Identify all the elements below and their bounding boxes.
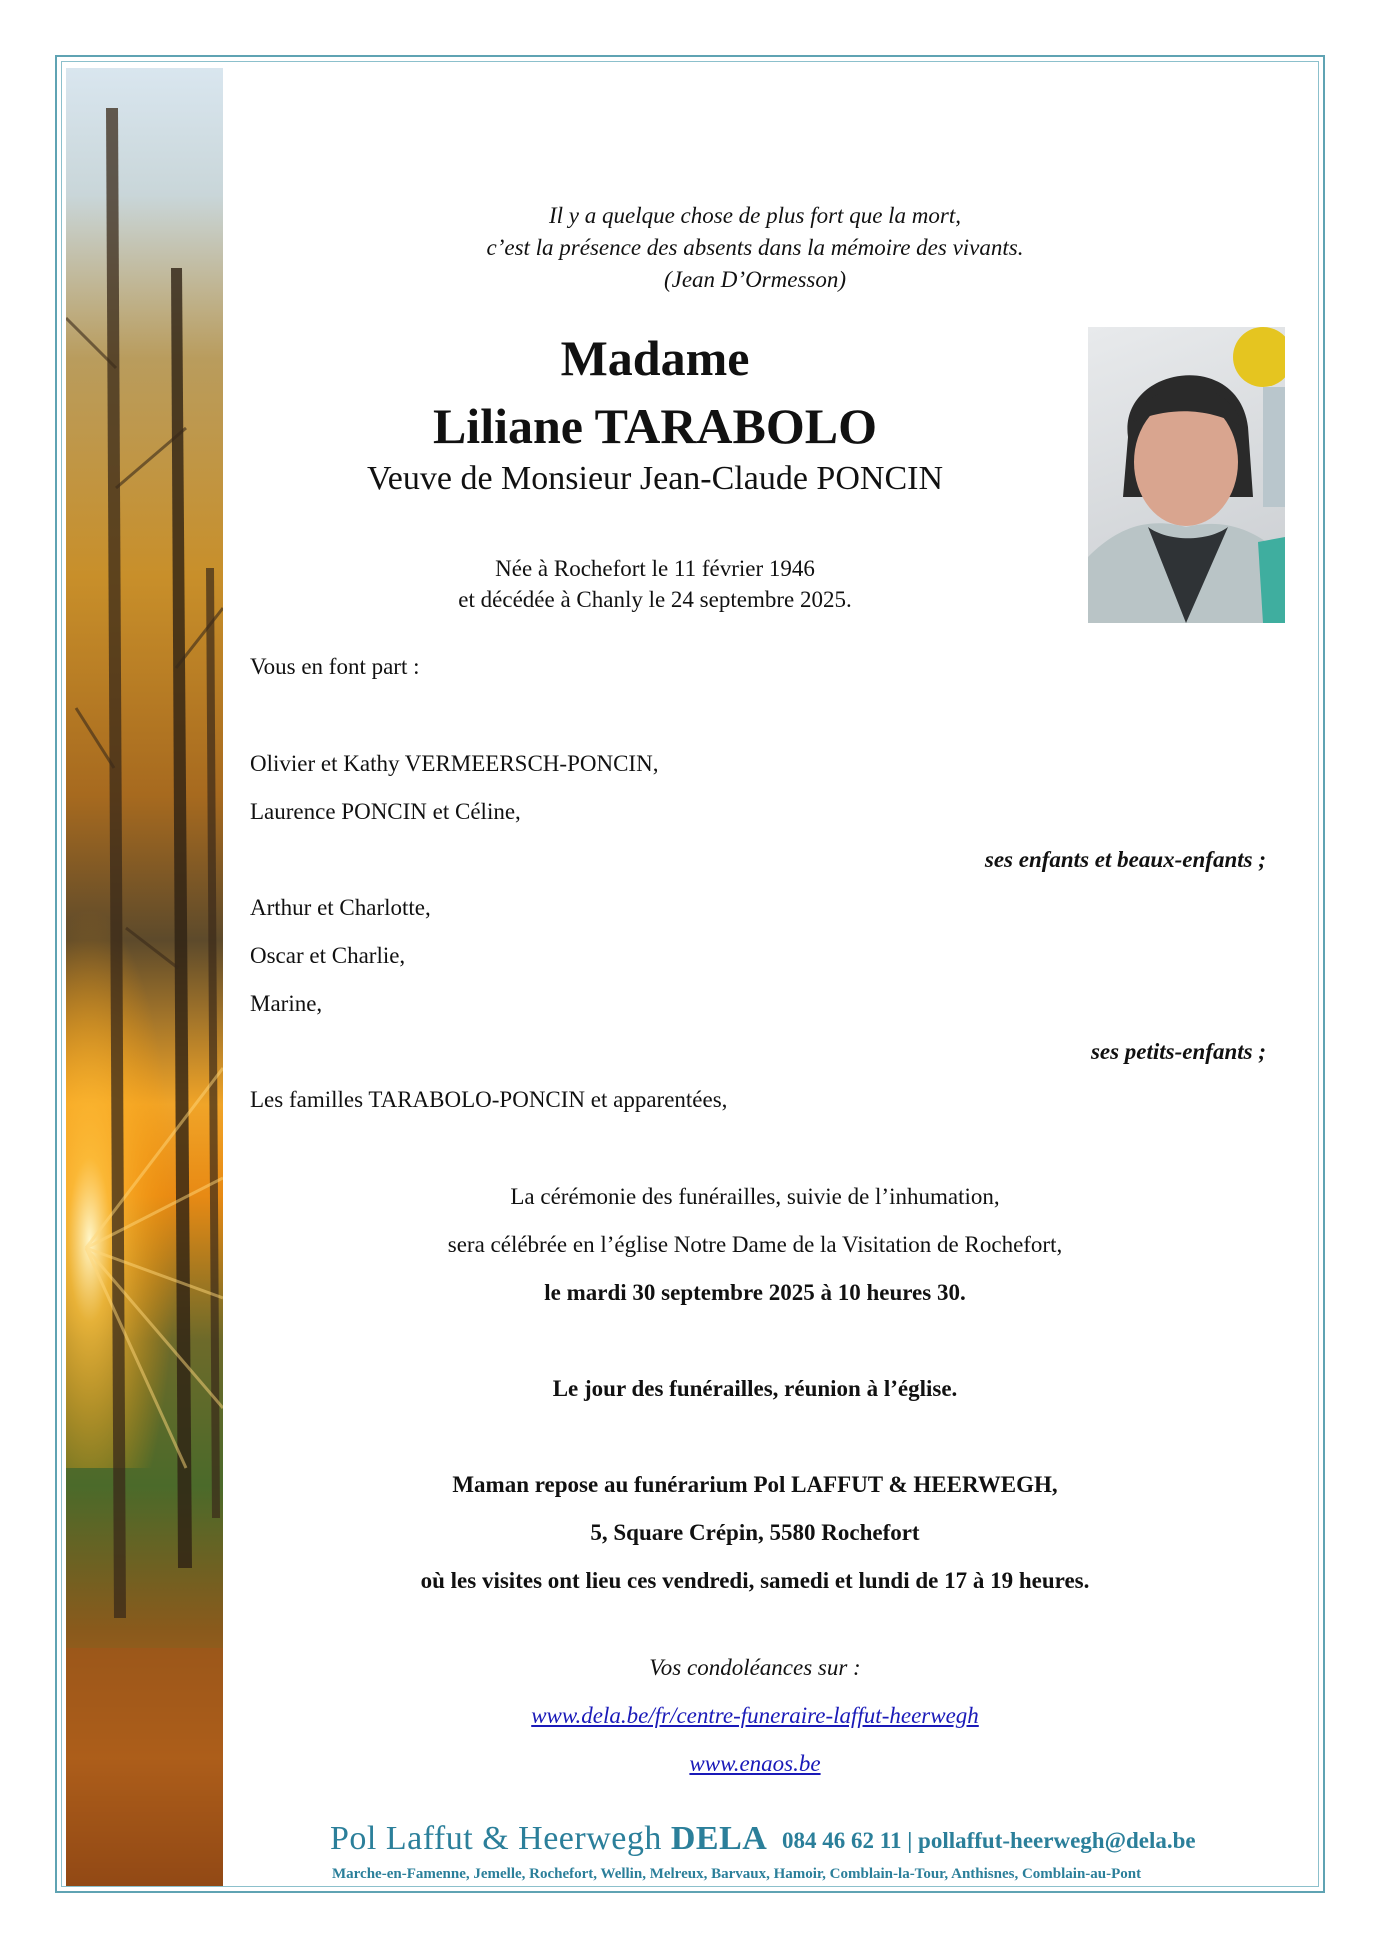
quote-line-2: c’est la présence des absents dans la mémoire des vivants. <box>486 235 1024 260</box>
birth-line: Née à Rochefort le 11 février 1946 <box>495 556 815 581</box>
ceremony-date: le mardi 30 septembre 2025 à 10 heures 30. <box>544 1280 966 1305</box>
grandchildren-line-3: Marine, <box>250 991 323 1016</box>
announcement-intro: Vous en font part : <box>250 654 420 679</box>
condolences-link-enaos[interactable]: www.enaos.be <box>689 1751 821 1776</box>
condolences-link-dela[interactable]: www.dela.be/fr/centre-funeraire-laffut-heerwegh <box>531 1703 979 1728</box>
rest-line-2: 5, Square Crépin, 5580 Rochefort <box>590 1520 920 1545</box>
quote-author: (Jean D’Ormesson) <box>663 267 847 292</box>
children-line-2: Laurence PONCIN et Céline, <box>250 799 521 824</box>
dela-logo: DELA <box>670 1820 768 1857</box>
rest-line-1: Maman repose au funérarium Pol LAFFUT & HEERWEGH, <box>452 1472 1058 1497</box>
death-line: et décédée à Chanly le 24 septembre 2025. <box>458 587 852 612</box>
families-line: Les familles TARABOLO-PONCIN et apparentées, <box>250 1087 728 1112</box>
deceased-title: Madame <box>560 330 750 386</box>
grandchildren-line-1: Arthur et Charlotte, <box>250 895 431 920</box>
quote-line-1: Il y a quelque chose de plus fort que la mort, <box>548 203 961 228</box>
visits-line: où les visites ont lieu ces vendredi, samedi et lundi de 17 à 19 heures. <box>420 1568 1090 1593</box>
grandchildren-line-2: Oscar et Charlie, <box>250 943 406 968</box>
children-label: ses enfants et beaux-enfants ; <box>984 847 1266 872</box>
portrait-photo <box>1088 327 1285 623</box>
grandchildren-label: ses petits-enfants ; <box>1090 1039 1266 1064</box>
funeral-home-brand <box>330 1820 767 1858</box>
funeral-home-locations: Marche-en-Famenne, Jemelle, Rochefort, Wellin, Melreux, Barvaux, Hamoir, Comblain-la-Tour, Anthisnes, Comblain-au-Pont <box>332 1866 1142 1882</box>
widow-line: Veuve de Monsieur Jean-Claude PONCIN <box>367 460 943 497</box>
condolences-label: Vos condoléances sur : <box>649 1655 861 1680</box>
brand-name-text: Pol Laffut & Heerwegh <box>330 1820 671 1857</box>
children-line-1: Olivier et Kathy VERMEERSCH-PONCIN, <box>250 751 659 776</box>
ceremony-line-2: sera célébrée en l’église Notre Dame de la Visitation de Rochefort, <box>447 1232 1063 1257</box>
autumn-forest-image <box>66 68 223 1886</box>
funeral-home-contact: 084 46 62 11 | pollaffut-heerwegh@dela.be <box>782 1828 1196 1853</box>
ceremony-line-1: La cérémonie des funérailles, suivie de l’inhumation, <box>510 1184 1000 1209</box>
meeting-line: Le jour des funérailles, réunion à l’église. <box>552 1376 958 1401</box>
deceased-name: Liliane TARABOLO <box>432 398 878 454</box>
